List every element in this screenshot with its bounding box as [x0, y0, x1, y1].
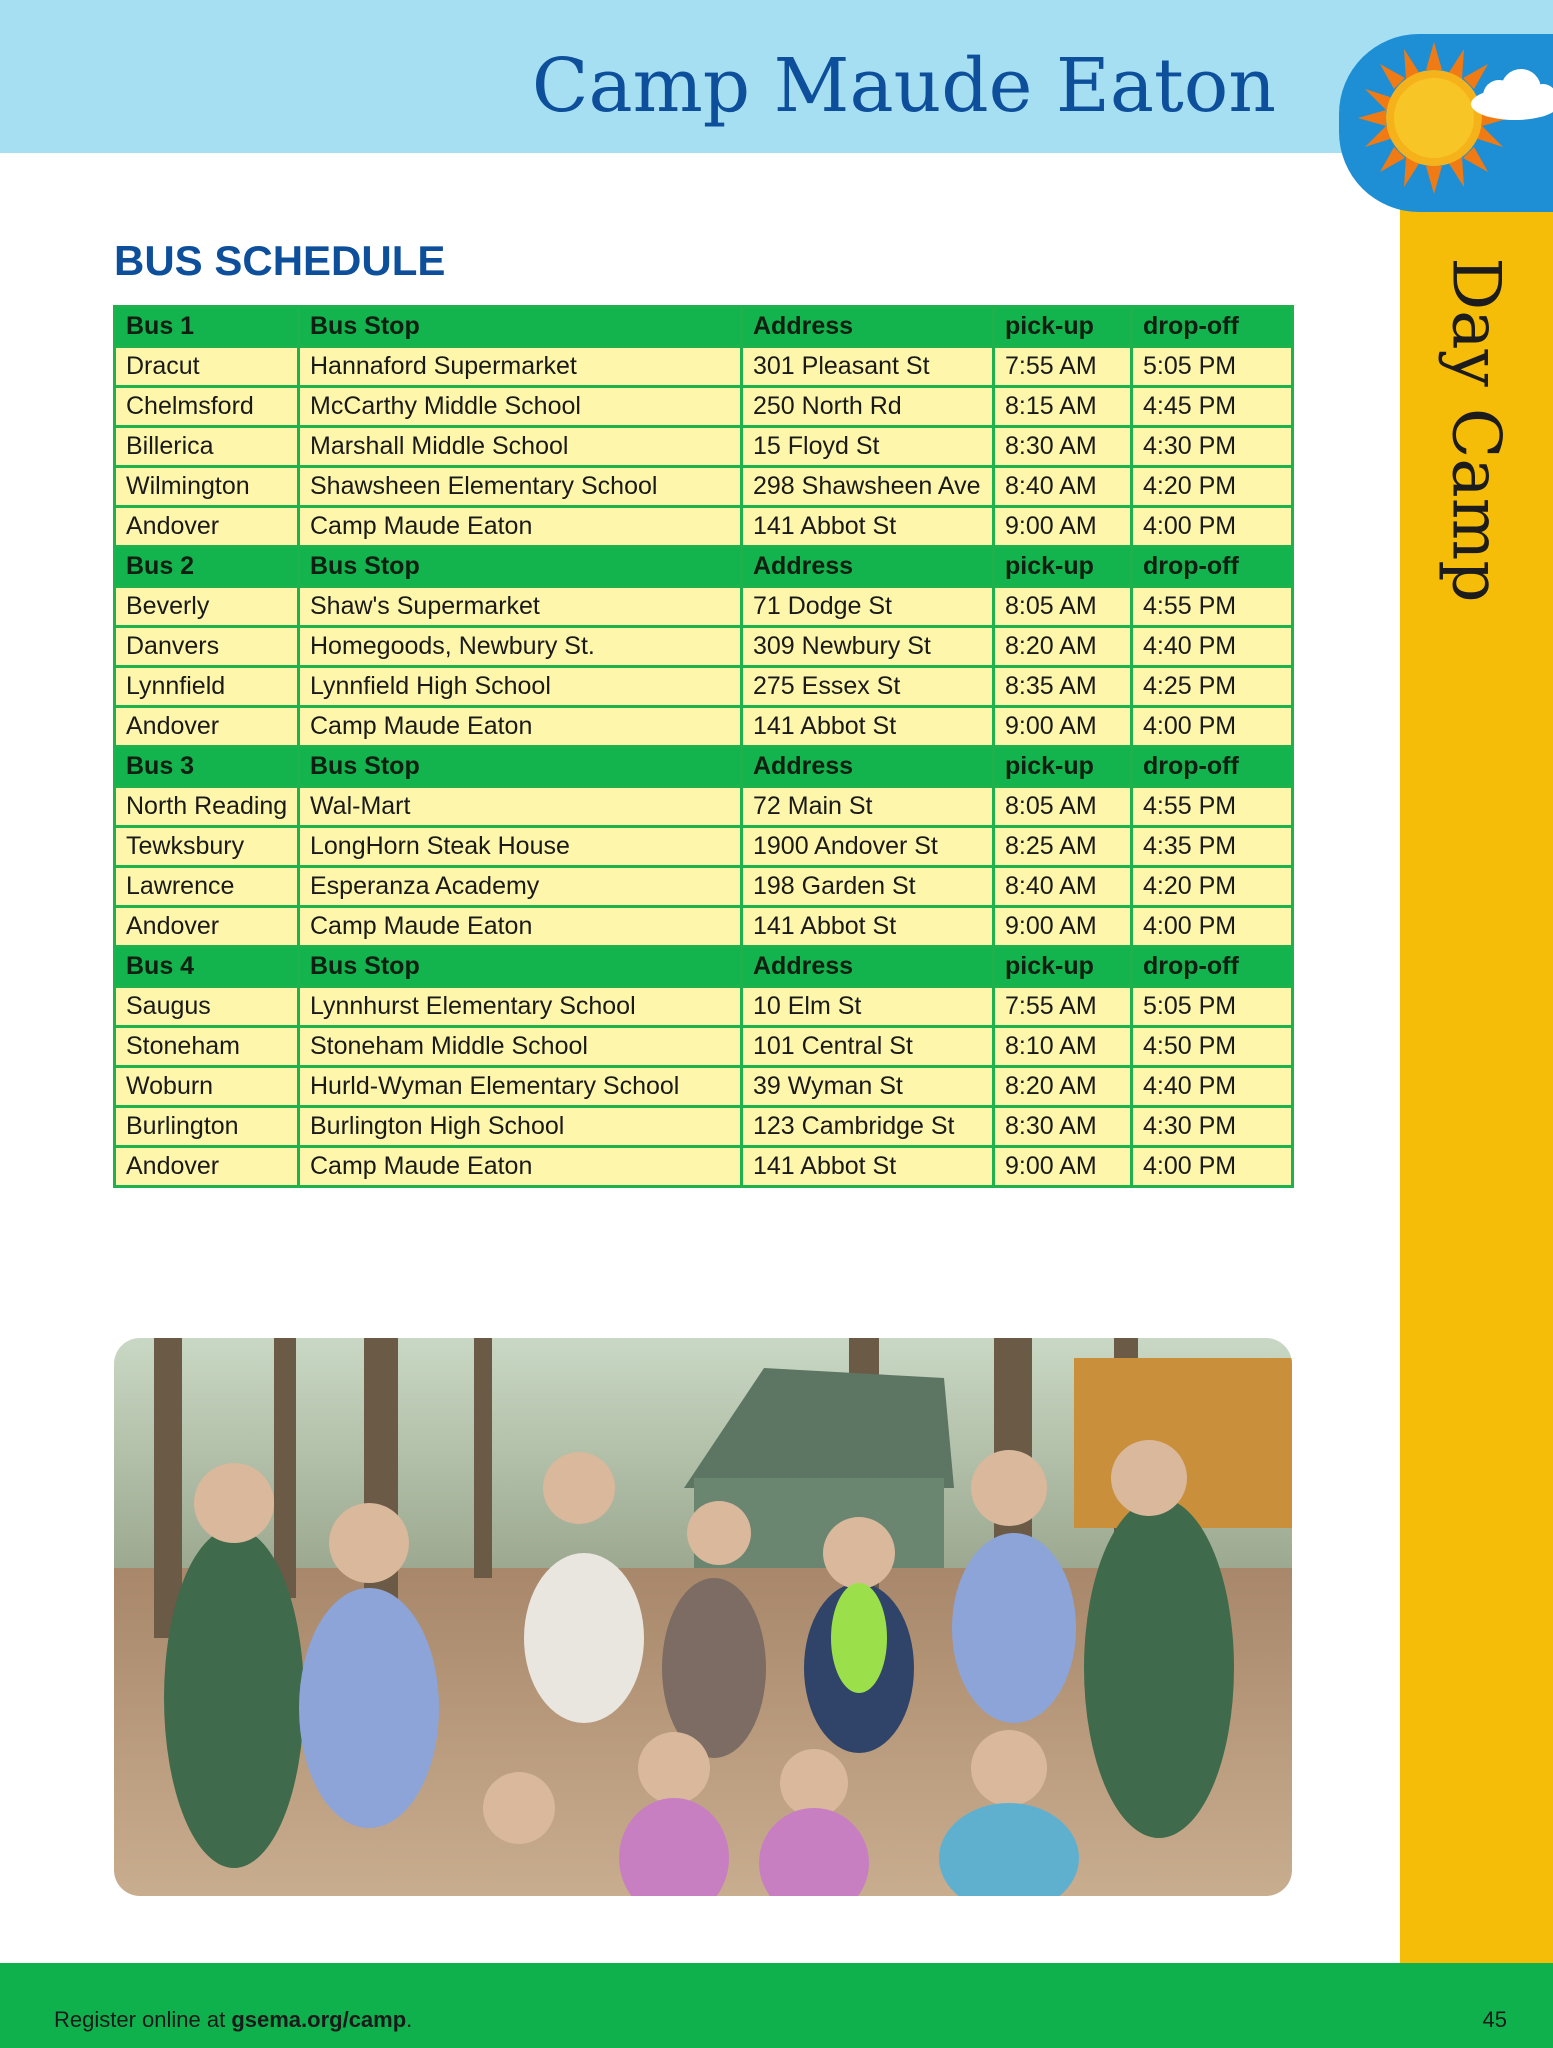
column-header-dropoff: drop-off: [1132, 307, 1293, 347]
dropoff-cell: 4:30 PM: [1132, 1107, 1293, 1147]
address-cell: 15 Floyd St: [742, 427, 994, 467]
column-header-address: Address: [742, 947, 994, 987]
table-row: [115, 987, 1293, 1027]
table-row: [115, 507, 1293, 547]
town-cell: Lynnfield: [115, 667, 299, 707]
pickup-cell: 7:55 AM: [994, 347, 1132, 387]
column-header-dropoff: drop-off: [1132, 747, 1293, 787]
table-row: [115, 387, 1293, 427]
column-header-pickup: pick-up: [994, 307, 1132, 347]
address-cell: 198 Garden St: [742, 867, 994, 907]
campers-group-photo: [114, 1338, 1292, 1896]
table-header-row: [115, 307, 1293, 347]
address-cell: 309 Newbury St: [742, 627, 994, 667]
address-cell: 72 Main St: [742, 787, 994, 827]
pickup-cell: 8:40 AM: [994, 867, 1132, 907]
stop-cell: Wal-Mart: [299, 787, 742, 827]
pickup-cell: 8:40 AM: [994, 467, 1132, 507]
stop-cell: Hannaford Supermarket: [299, 347, 742, 387]
address-cell: 141 Abbot St: [742, 507, 994, 547]
pickup-cell: 8:30 AM: [994, 427, 1132, 467]
table-row: [115, 587, 1293, 627]
sun-badge: [1339, 34, 1553, 212]
stop-cell: Camp Maude Eaton: [299, 907, 742, 947]
table-header-row: [115, 547, 1293, 587]
town-cell: Billerica: [115, 427, 299, 467]
address-cell: 141 Abbot St: [742, 707, 994, 747]
footer-prefix: Register online at: [54, 2007, 232, 2032]
column-header-stop: Bus Stop: [299, 547, 742, 587]
dropoff-cell: 4:55 PM: [1132, 587, 1293, 627]
pickup-cell: 8:30 AM: [994, 1107, 1132, 1147]
column-header-pickup: pick-up: [994, 547, 1132, 587]
column-header-dropoff: drop-off: [1132, 947, 1293, 987]
table-row: [115, 827, 1293, 867]
dropoff-cell: 4:00 PM: [1132, 907, 1293, 947]
column-header-address: Address: [742, 307, 994, 347]
table-row: [115, 867, 1293, 907]
town-cell: Beverly: [115, 587, 299, 627]
town-cell: Andover: [115, 1147, 299, 1187]
pickup-cell: 8:35 AM: [994, 667, 1132, 707]
table-row: [115, 1107, 1293, 1147]
dropoff-cell: 4:45 PM: [1132, 387, 1293, 427]
town-cell: Saugus: [115, 987, 299, 1027]
address-cell: 275 Essex St: [742, 667, 994, 707]
dropoff-cell: 4:30 PM: [1132, 427, 1293, 467]
pickup-cell: 8:05 AM: [994, 587, 1132, 627]
pickup-cell: 9:00 AM: [994, 907, 1132, 947]
column-header-address: Address: [742, 747, 994, 787]
town-cell: North Reading: [115, 787, 299, 827]
stop-cell: Lynnhurst Elementary School: [299, 987, 742, 1027]
footer-band: [0, 1963, 1553, 2048]
pickup-cell: 8:25 AM: [994, 827, 1132, 867]
town-cell: Danvers: [115, 627, 299, 667]
pickup-cell: 8:15 AM: [994, 387, 1132, 427]
column-header-stop: Bus Stop: [299, 307, 742, 347]
dropoff-cell: 5:05 PM: [1132, 987, 1293, 1027]
sidebar-label: Day Camp: [1437, 257, 1515, 603]
stop-cell: Hurld-Wyman Elementary School: [299, 1067, 742, 1107]
dropoff-cell: 4:00 PM: [1132, 1147, 1293, 1187]
address-cell: 10 Elm St: [742, 987, 994, 1027]
table-row: [115, 1067, 1293, 1107]
pickup-cell: 9:00 AM: [994, 707, 1132, 747]
register-link[interactable]: gsema.org/camp: [231, 2007, 407, 2032]
stop-cell: Shaw's Supermarket: [299, 587, 742, 627]
address-cell: 250 North Rd: [742, 387, 994, 427]
address-cell: 298 Shawsheen Ave: [742, 467, 994, 507]
dropoff-cell: 4:20 PM: [1132, 467, 1293, 507]
dropoff-cell: 4:55 PM: [1132, 787, 1293, 827]
address-cell: 301 Pleasant St: [742, 347, 994, 387]
dropoff-cell: 4:20 PM: [1132, 867, 1293, 907]
footer-text: [54, 2007, 412, 2033]
stop-cell: Burlington High School: [299, 1107, 742, 1147]
sun-with-cloud-icon: [1339, 34, 1553, 212]
stop-cell: McCarthy Middle School: [299, 387, 742, 427]
dropoff-cell: 4:00 PM: [1132, 507, 1293, 547]
table-row: [115, 787, 1293, 827]
dropoff-cell: 4:40 PM: [1132, 627, 1293, 667]
pickup-cell: 9:00 AM: [994, 507, 1132, 547]
bus-name: Bus 1: [115, 307, 299, 347]
stop-cell: Camp Maude Eaton: [299, 1147, 742, 1187]
town-cell: Wilmington: [115, 467, 299, 507]
stop-cell: Marshall Middle School: [299, 427, 742, 467]
town-cell: Lawrence: [115, 867, 299, 907]
footer-suffix: .: [406, 2007, 413, 2032]
address-cell: 39 Wyman St: [742, 1067, 994, 1107]
town-cell: Woburn: [115, 1067, 299, 1107]
dropoff-cell: 4:50 PM: [1132, 1027, 1293, 1067]
stop-cell: Stoneham Middle School: [299, 1027, 742, 1067]
dropoff-cell: 5:05 PM: [1132, 347, 1293, 387]
town-cell: Chelmsford: [115, 387, 299, 427]
town-cell: Burlington: [115, 1107, 299, 1147]
section-title: BUS SCHEDULE: [114, 237, 446, 284]
stop-cell: LongHorn Steak House: [299, 827, 742, 867]
stop-cell: Lynnfield High School: [299, 667, 742, 707]
pickup-cell: 8:20 AM: [994, 627, 1132, 667]
pickup-cell: 7:55 AM: [994, 987, 1132, 1027]
address-cell: 141 Abbot St: [742, 1147, 994, 1187]
address-cell: 141 Abbot St: [742, 907, 994, 947]
stop-cell: Homegoods, Newbury St.: [299, 627, 742, 667]
page-number: 45: [1482, 2007, 1507, 2032]
table-row: [115, 1027, 1293, 1067]
pickup-cell: 9:00 AM: [994, 1147, 1132, 1187]
bus-name: Bus 3: [115, 747, 299, 787]
table-row: [115, 347, 1293, 387]
town-cell: Tewksbury: [115, 827, 299, 867]
page-title: Camp Maude Eaton: [531, 43, 1276, 129]
bus-schedule-table: [113, 305, 1294, 1188]
column-header-address: Address: [742, 547, 994, 587]
column-header-pickup: pick-up: [994, 947, 1132, 987]
pickup-cell: 8:20 AM: [994, 1067, 1132, 1107]
pickup-cell: 8:10 AM: [994, 1027, 1132, 1067]
campers-photo: [114, 1338, 1292, 1896]
column-header-dropoff: drop-off: [1132, 547, 1293, 587]
dropoff-cell: 4:00 PM: [1132, 707, 1293, 747]
pickup-cell: 8:05 AM: [994, 787, 1132, 827]
table-row: [115, 427, 1293, 467]
address-cell: 1900 Andover St: [742, 827, 994, 867]
town-cell: Stoneham: [115, 1027, 299, 1067]
stop-cell: Camp Maude Eaton: [299, 507, 742, 547]
stop-cell: Esperanza Academy: [299, 867, 742, 907]
column-header-pickup: pick-up: [994, 747, 1132, 787]
dropoff-cell: 4:25 PM: [1132, 667, 1293, 707]
town-cell: Dracut: [115, 347, 299, 387]
dropoff-cell: 4:35 PM: [1132, 827, 1293, 867]
town-cell: Andover: [115, 907, 299, 947]
bus-name: Bus 2: [115, 547, 299, 587]
column-header-stop: Bus Stop: [299, 947, 742, 987]
table-row: [115, 1147, 1293, 1187]
address-cell: 101 Central St: [742, 1027, 994, 1067]
town-cell: Andover: [115, 507, 299, 547]
table-header-row: [115, 747, 1293, 787]
table-row: [115, 907, 1293, 947]
town-cell: Andover: [115, 707, 299, 747]
table-row: [115, 467, 1293, 507]
stop-cell: Camp Maude Eaton: [299, 707, 742, 747]
table-row: [115, 707, 1293, 747]
column-header-stop: Bus Stop: [299, 747, 742, 787]
table-header-row: [115, 947, 1293, 987]
stop-cell: Shawsheen Elementary School: [299, 467, 742, 507]
table-row: [115, 627, 1293, 667]
dropoff-cell: 4:40 PM: [1132, 1067, 1293, 1107]
bus-name: Bus 4: [115, 947, 299, 987]
address-cell: 123 Cambridge St: [742, 1107, 994, 1147]
table-row: [115, 667, 1293, 707]
address-cell: 71 Dodge St: [742, 587, 994, 627]
